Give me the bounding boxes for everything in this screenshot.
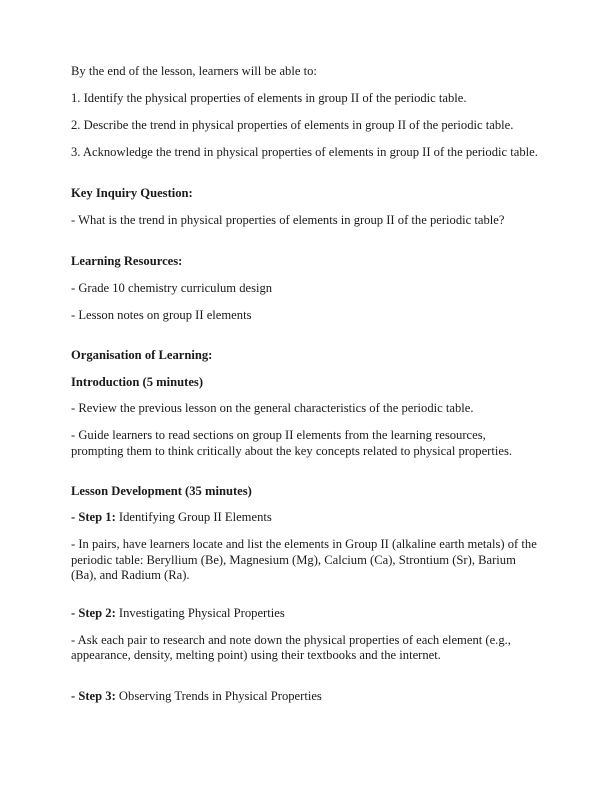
step-1-body: - In pairs, have learners locate and list the elements in Group II (alkaline earth metals) of the periodic table: Beryllium (Be), Magnesium (Mg), Calcium (Ca), Strontium (Sr), Barium (Ba), and Radium (Ra). (71, 537, 537, 583)
objectives-intro-paragraph: By the end of the lesson, learners will be able to: (71, 64, 317, 78)
step-1-label (71, 510, 541, 526)
lesson-development-heading: Lesson Development (35 minutes) (71, 484, 252, 499)
key-inquiry-question-heading: Key Inquiry Question: (71, 185, 193, 200)
objective-item-3: 3. Acknowledge the trend in physical properties of elements in group II of the periodic table. (71, 145, 538, 160)
document-body (71, 64, 541, 716)
step-2-body: - Ask each pair to research and note down the physical properties of each element (e.g., appearance, density, melting point) using their textbooks and the internet. (71, 632, 511, 663)
step-2-title: Investigating Physical Properties (115, 605, 285, 620)
objective-item-1: 1. Identify the physical properties of elements in group II of the periodic table. (71, 91, 467, 106)
learning-resources-heading: Learning Resources: (71, 253, 183, 268)
learning-resource-item-1: - Grade 10 chemistry curriculum design (71, 280, 273, 295)
learning-resource-item-2: - Lesson notes on group II elements (71, 307, 252, 322)
introduction-item-1: - Review the previous lesson on the general characteristics of the periodic table. (71, 401, 474, 416)
objective-item-2: 2. Describe the trend in physical properties of elements in group II of the periodic table. (71, 118, 514, 133)
key-inquiry-question-item: - What is the trend in physical properties of elements in group II of the periodic table? (71, 212, 505, 227)
step-1-lead: - Step 1: (71, 509, 116, 524)
step-2-lead: - Step 2: (71, 605, 116, 620)
step-2-label (71, 606, 541, 622)
introduction-item-2: - Guide learners to read sections on group II elements from the learning resources, prompting them to think critically about the key concepts related to physical properties. (71, 428, 513, 458)
introduction-heading: Introduction (5 minutes) (71, 375, 204, 390)
organisation-of-learning-heading: Organisation of Learning: (71, 348, 213, 363)
step-3-title: Observing Trends in Physical Properties (115, 689, 322, 704)
step-1-title: Identifying Group II Elements (115, 509, 272, 524)
step-3-label (71, 689, 541, 705)
step-3-lead: - Step 3: (71, 689, 116, 704)
